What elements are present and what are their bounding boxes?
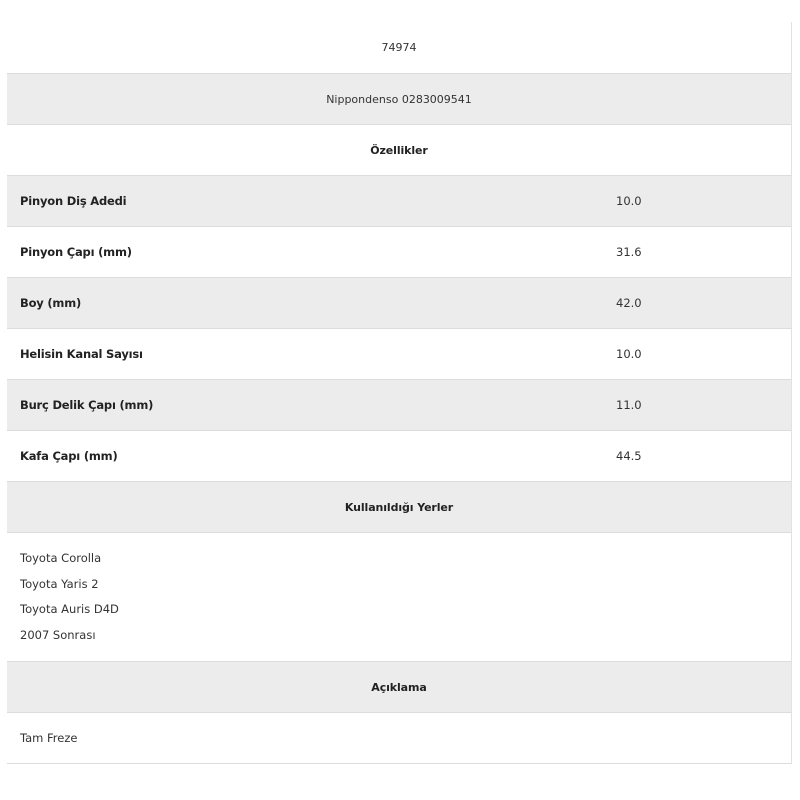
feature-label: Pinyon Diş Adedi xyxy=(20,194,127,208)
feature-row xyxy=(7,379,791,430)
feature-row xyxy=(7,175,791,226)
feature-value: 44.5 xyxy=(616,449,642,463)
usage-list xyxy=(7,532,791,661)
description-row xyxy=(7,712,791,763)
feature-row xyxy=(7,430,791,481)
description-heading-row xyxy=(7,661,791,712)
product-code: 74974 xyxy=(381,41,417,54)
feature-label: Boy (mm) xyxy=(20,296,82,310)
product-code-row xyxy=(7,22,791,73)
feature-row xyxy=(7,328,791,379)
description-text: Tam Freze xyxy=(20,731,78,745)
usage-item: 2007 Sonrası xyxy=(20,627,96,642)
feature-row xyxy=(7,226,791,277)
description-heading: Açıklama xyxy=(371,680,427,694)
features-heading: Özellikler xyxy=(370,143,428,157)
feature-row xyxy=(7,277,791,328)
usage-item: Toyota Auris D4D xyxy=(20,602,119,616)
feature-value: 10.0 xyxy=(616,194,642,208)
product-spec-table xyxy=(7,22,792,764)
feature-label: Kafa Çapı (mm) xyxy=(20,449,118,463)
feature-label: Burç Delik Çapı (mm) xyxy=(20,398,154,412)
feature-value: 11.0 xyxy=(616,398,642,412)
feature-label: Pinyon Çapı (mm) xyxy=(20,245,132,259)
feature-label: Helisin Kanal Sayısı xyxy=(20,347,143,361)
features-heading-row xyxy=(7,124,791,175)
usage-heading: Kullanıldığı Yerler xyxy=(344,500,454,514)
reference-row xyxy=(7,73,791,124)
feature-value: 31.6 xyxy=(616,245,642,259)
feature-value: 42.0 xyxy=(616,296,642,310)
feature-value: 10.0 xyxy=(616,347,642,361)
usage-item: Toyota Corolla xyxy=(20,551,102,565)
reference-number: Nippondenso 0283009541 xyxy=(326,92,472,106)
usage-item: Toyota Yaris 2 xyxy=(20,576,99,591)
usage-heading-row xyxy=(7,481,791,532)
